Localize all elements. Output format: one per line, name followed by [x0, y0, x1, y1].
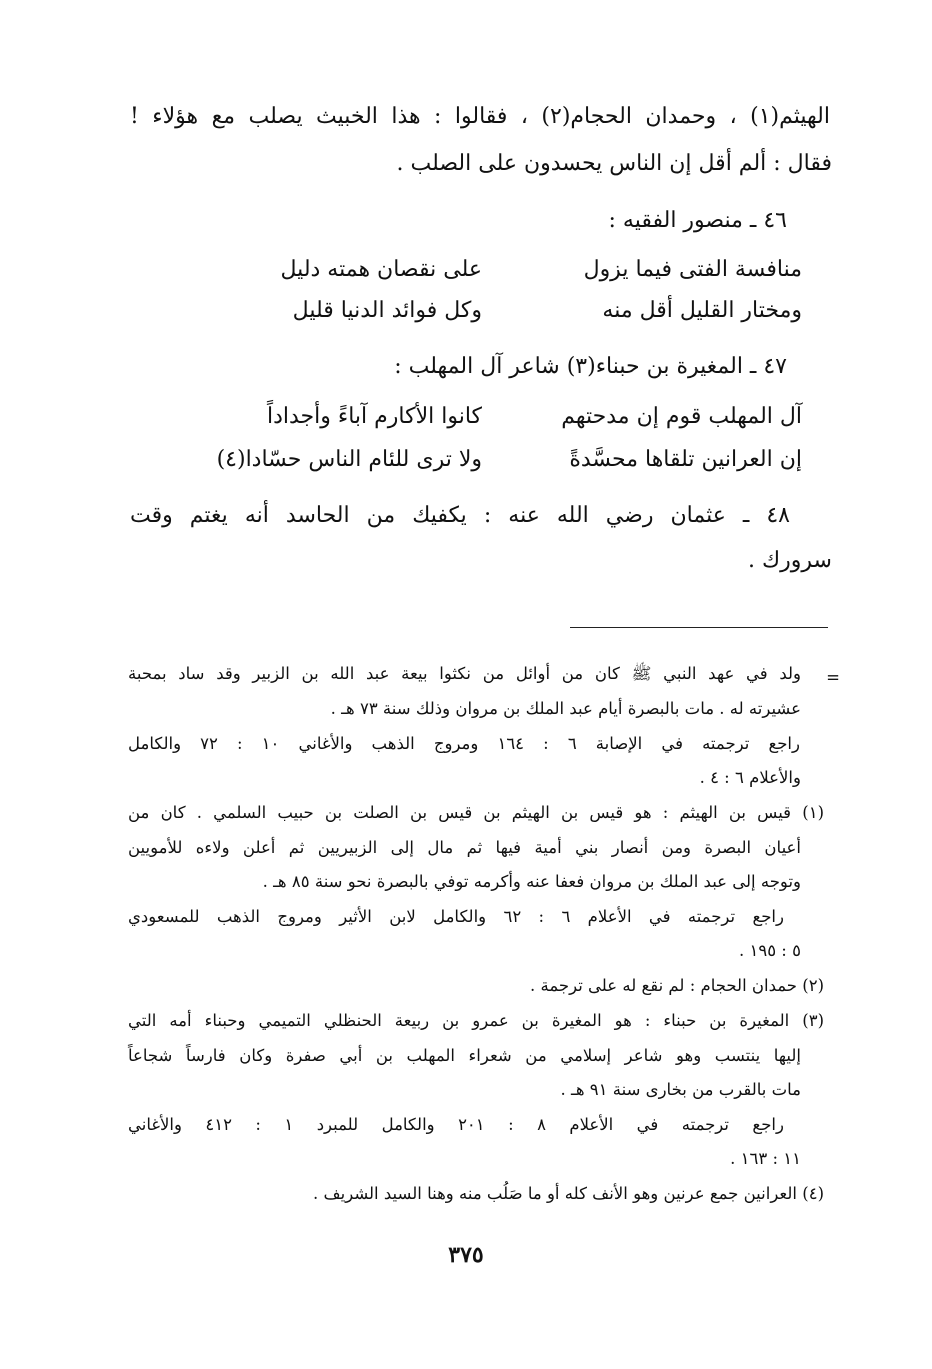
footnote-1: (١) قيس بن الهيثم : هو قيس بن الهيثم بن قيس بن الصلت بن حبيب السلمي . كان من: [128, 803, 824, 822]
page-number: ٣٧٥: [448, 1242, 484, 1268]
footnote-line: راجع ترجمته في الإصابة ٦ : ١٦٤ ومروج الذهب والأغاني ١٠ : ٧٢ والكامل: [128, 734, 800, 753]
footnote-line: ٥ : ١٩٥ .: [738, 941, 801, 960]
entry-47-heading: ٤٧ ـ المغيرة بن حبناء(٣) شاعر آل المهلب :: [394, 354, 787, 379]
footnote-line: أعيان البصرة ومن أنصار بني أمية فيها ثم مال إلى الزبيريين ثم أعلن ولاءه للأمويين: [128, 838, 801, 857]
footnote-separator: [570, 627, 828, 628]
footnote-3: (٣) المغيرة بن حبناء : هو المغيرة بن عمرو بن ربيعة الحنظلي التميمي وحبناء أمه التي: [128, 1011, 824, 1030]
footnote-continuation-marker: =: [826, 668, 840, 687]
body-line-2: فقال : ألم أقل إن الناس يحسدون على الصلب .: [396, 151, 832, 176]
verse-46-1-second-hemistich: على نقصان همته دليل: [280, 257, 482, 282]
footnote-4: (٤) العرانين جمع عرنين وهو الأنف كله أو ما صَلُب منه وهنا السيد الشريف .: [313, 1184, 824, 1203]
verse-47-2-first-hemistich: إن العرانين تلقاها محسَّدةً: [569, 447, 802, 472]
footnote-line: راجع ترجمته في الأعلام ٦ : ٦٢ والكامل لابن الأثير ومروج الذهب للمسعودي: [128, 907, 784, 926]
verse-46-2-second-hemistich: وكل فوائد الدنيا قليل: [292, 298, 482, 323]
verse-46-1-first-hemistich: منافسة الفتى فيما يزول: [583, 257, 802, 282]
footnote-line: راجع ترجمته في الأعلام ٨ : ٢٠١ والكامل للمبرد ١ : ٤١٢ والأغاني: [128, 1115, 784, 1134]
footnote-line: والأعلام ٦ : ٤ .: [699, 768, 801, 787]
footnote-2: (٢) حمدان الحجام : لم نقع له على ترجمة .: [530, 976, 824, 995]
footnote-line: ١١ : ١٦٣ .: [730, 1149, 801, 1168]
entry-46-heading: ٤٦ ـ منصور الفقيه :: [608, 208, 787, 233]
footnote-line: إليها ينتسب وهو شاعر إسلامي من شعراء المهلب بن أبي صفرة وكان فارساً شجاعاً: [128, 1046, 801, 1065]
footnote-line: ولد في عهد النبي ﷺ كان من أوائل من نكثوا بيعة عبد الله بن الزبير وقد ساد بمحبة: [128, 664, 801, 683]
entry-48-line-2: سرورك .: [748, 548, 832, 573]
entry-48-line-1: ٤٨ ـ عثمان رضي الله عنه : يكفيك من الحاسد أنه يغتم وقت: [130, 503, 790, 528]
footnote-line: مات بالقرب من بخارى سنة ٩١ هـ .: [560, 1080, 801, 1099]
verse-47-1-second-hemistich: كانوا الأكارم آباءً وأجداداً: [266, 404, 482, 429]
body-line-1: الهيثم(١) ، وحمدان الحجام(٢) ، فقالوا : هذا الخبيث يصلب مع هؤلاء !: [130, 104, 830, 129]
footnote-line: عشيرته له . مات بالبصرة أيام عبد الملك بن مروان وذلك سنة ٧٣ هـ .: [330, 699, 801, 718]
footnote-line: وتوجه إلى عبد الملك بن مروان فعفا عنه وأكرمه توفي بالبصرة نحو سنة ٨٥ هـ .: [262, 872, 801, 891]
verse-46-2-first-hemistich: ومختار القليل أقل منه: [602, 298, 802, 323]
verse-47-2-second-hemistich: ولا ترى للئام الناس حسّادا(٤): [216, 447, 482, 472]
verse-47-1-first-hemistich: آل المهلب قوم إن مدحتهم: [561, 404, 802, 429]
